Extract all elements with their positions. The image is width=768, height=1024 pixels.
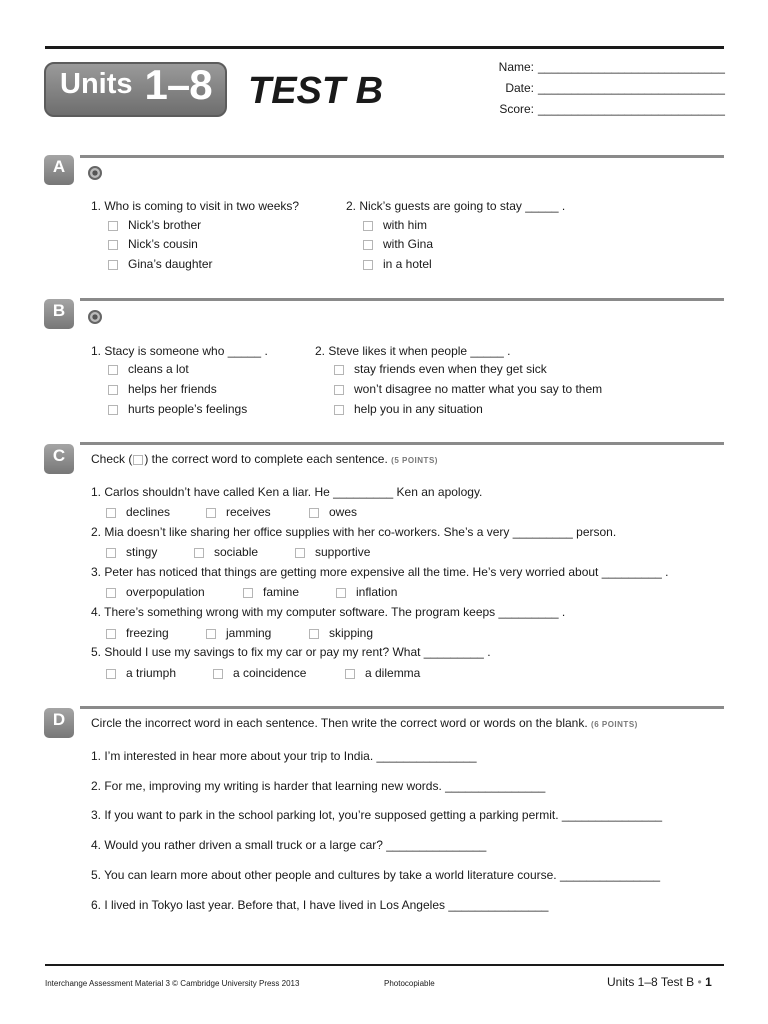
item-d4[interactable]: 4. Would you rather driven a small truck or a large car? _______________ [91, 838, 487, 852]
option-c3-1[interactable]: overpopulation [106, 585, 205, 599]
question-b1: 1. Stacy is someone who _____ . [91, 344, 268, 358]
checkbox[interactable] [295, 548, 305, 558]
section-d-rule [80, 706, 724, 709]
question-c5: 5. Should I use my savings to fix my car or pay my rent? What _________ . [91, 645, 491, 659]
section-b-rule [80, 298, 724, 301]
option-b2-2[interactable]: won’t disagree no matter what you say to them [334, 382, 602, 396]
name-field[interactable]: ____________________________ [538, 60, 725, 74]
option-b1-3[interactable]: hurts people’s feelings [108, 402, 247, 416]
option-c2-2[interactable]: sociable [194, 545, 258, 559]
checkbox[interactable] [108, 240, 118, 250]
option-b2-1[interactable]: stay friends even when they get sick [334, 362, 547, 376]
page-title: TEST B [248, 70, 384, 112]
checkbox[interactable] [106, 588, 116, 598]
option-a1-3[interactable]: Gina’s daughter [108, 257, 213, 271]
question-c1: 1. Carlos shouldn’t have called Ken a liar. He _________ Ken an apology. [91, 485, 483, 499]
option-a1-1[interactable]: Nick’s brother [108, 218, 201, 232]
option-c1-3[interactable]: owes [309, 505, 357, 519]
option-c2-3[interactable]: supportive [295, 545, 370, 559]
option-c4-2[interactable]: jamming [206, 626, 271, 640]
question-a1: 1. Who is coming to visit in two weeks? [91, 199, 300, 213]
option-b1-2[interactable]: helps her friends [108, 382, 217, 396]
option-a2-3[interactable]: in a hotel [363, 257, 432, 271]
checkbox[interactable] [336, 588, 346, 598]
question-c2: 2. Mia doesn’t like sharing her office supplies with her co-workers. She’s a very _________ person. [91, 525, 617, 539]
option-a1-2[interactable]: Nick’s cousin [108, 237, 198, 251]
audio-icon[interactable] [88, 310, 102, 324]
item-d3[interactable]: 3. If you want to park in the school parking lot, you’re supposed getting a parking permit. _______________ [91, 808, 663, 822]
section-a-badge: A [44, 155, 74, 185]
points-label: (6 POINTS) [591, 720, 638, 729]
option-c3-2[interactable]: famine [243, 585, 299, 599]
option-c1-1[interactable]: declines [106, 505, 170, 519]
checkbox[interactable] [334, 385, 344, 395]
option-c5-1[interactable]: a triumph [106, 666, 176, 680]
checkbox[interactable] [106, 548, 116, 558]
option-a2-1[interactable]: with him [363, 218, 427, 232]
option-b1-1[interactable]: cleans a lot [108, 362, 189, 376]
checkbox[interactable] [206, 508, 216, 518]
points-label: (5 POINTS) [391, 456, 438, 465]
units-range: 1–8 [144, 61, 212, 108]
question-a2: 2. Nick’s guests are going to stay _____ . [346, 199, 566, 213]
top-rule [45, 46, 724, 49]
checkbox[interactable] [108, 365, 118, 375]
checkbox[interactable] [309, 629, 319, 639]
option-c5-3[interactable]: a dilemma [345, 666, 420, 680]
units-badge [44, 62, 227, 117]
question-c3: 3. Peter has noticed that things are getting more expensive all the time. He’s very worried about _________ . [91, 565, 669, 579]
item-d6[interactable]: 6. I lived in Tokyo last year. Before that, I have lived in Los Angeles _______________ [91, 898, 549, 912]
checkbox[interactable] [363, 260, 373, 270]
checkbox[interactable] [334, 405, 344, 415]
option-c4-1[interactable]: freezing [106, 626, 169, 640]
option-c2-1[interactable]: stingy [106, 545, 157, 559]
score-field[interactable]: ____________________________ [538, 102, 725, 116]
option-c3-3[interactable]: inflation [336, 585, 397, 599]
checkbox[interactable] [194, 548, 204, 558]
checkbox[interactable] [106, 629, 116, 639]
checkbox[interactable] [363, 221, 373, 231]
option-c5-2[interactable]: a coincidence [213, 666, 306, 680]
section-d-badge: D [44, 708, 74, 738]
page-number: 1 [705, 975, 712, 989]
checkbox-icon [133, 455, 143, 465]
checkbox[interactable] [108, 221, 118, 231]
checkbox[interactable] [206, 629, 216, 639]
section-b-badge: B [44, 299, 74, 329]
score-label: Score: [499, 102, 534, 116]
option-b2-3[interactable]: help you in any situation [334, 402, 483, 416]
footer-unit-label: Units 1–8 Test B • 1 [607, 975, 712, 989]
checkbox[interactable] [213, 669, 223, 679]
item-d2[interactable]: 2. For me, improving my writing is harder that learning new words. _______________ [91, 779, 546, 793]
section-a-rule [80, 155, 724, 158]
audio-icon[interactable] [88, 166, 102, 180]
name-label: Name: [498, 60, 534, 74]
item-d5[interactable]: 5. You can learn more about other people and cultures by take a world literature course. _______________ [91, 868, 661, 882]
footer-photocopiable: Photocopiable [384, 979, 435, 988]
option-c1-2[interactable]: receives [206, 505, 271, 519]
date-label: Date: [505, 81, 534, 95]
bullet: • [697, 975, 702, 989]
checkbox[interactable] [108, 260, 118, 270]
checkbox[interactable] [345, 669, 355, 679]
checkbox[interactable] [243, 588, 253, 598]
checkbox[interactable] [106, 508, 116, 518]
question-b2: 2. Steve likes it when people _____ . [315, 344, 511, 358]
option-a2-2[interactable]: with Gina [363, 237, 433, 251]
section-d-instruction: Circle the incorrect word in each sentence. Then write the correct word or words on the blank. (6 POINTS) [91, 716, 638, 730]
date-field[interactable]: ____________________________ [538, 81, 725, 95]
question-c4: 4. There’s something wrong with my computer software. The program keeps _________ . [91, 605, 566, 619]
units-word: Units [60, 68, 133, 100]
section-c-instruction: Check ( ) the correct word to complete each sentence. (5 POINTS) [91, 452, 438, 466]
section-c-badge: C [44, 444, 74, 474]
footer-rule [45, 964, 724, 966]
checkbox[interactable] [334, 365, 344, 375]
checkbox[interactable] [108, 385, 118, 395]
option-c4-3[interactable]: skipping [309, 626, 373, 640]
footer-copyright: Interchange Assessment Material 3 © Cambridge University Press 2013 [45, 979, 300, 988]
section-c-rule [80, 442, 724, 445]
checkbox[interactable] [108, 405, 118, 415]
checkbox[interactable] [363, 240, 373, 250]
checkbox[interactable] [309, 508, 319, 518]
checkbox[interactable] [106, 669, 116, 679]
item-d1[interactable]: 1. I’m interested in hear more about your trip to India. _______________ [91, 749, 477, 763]
